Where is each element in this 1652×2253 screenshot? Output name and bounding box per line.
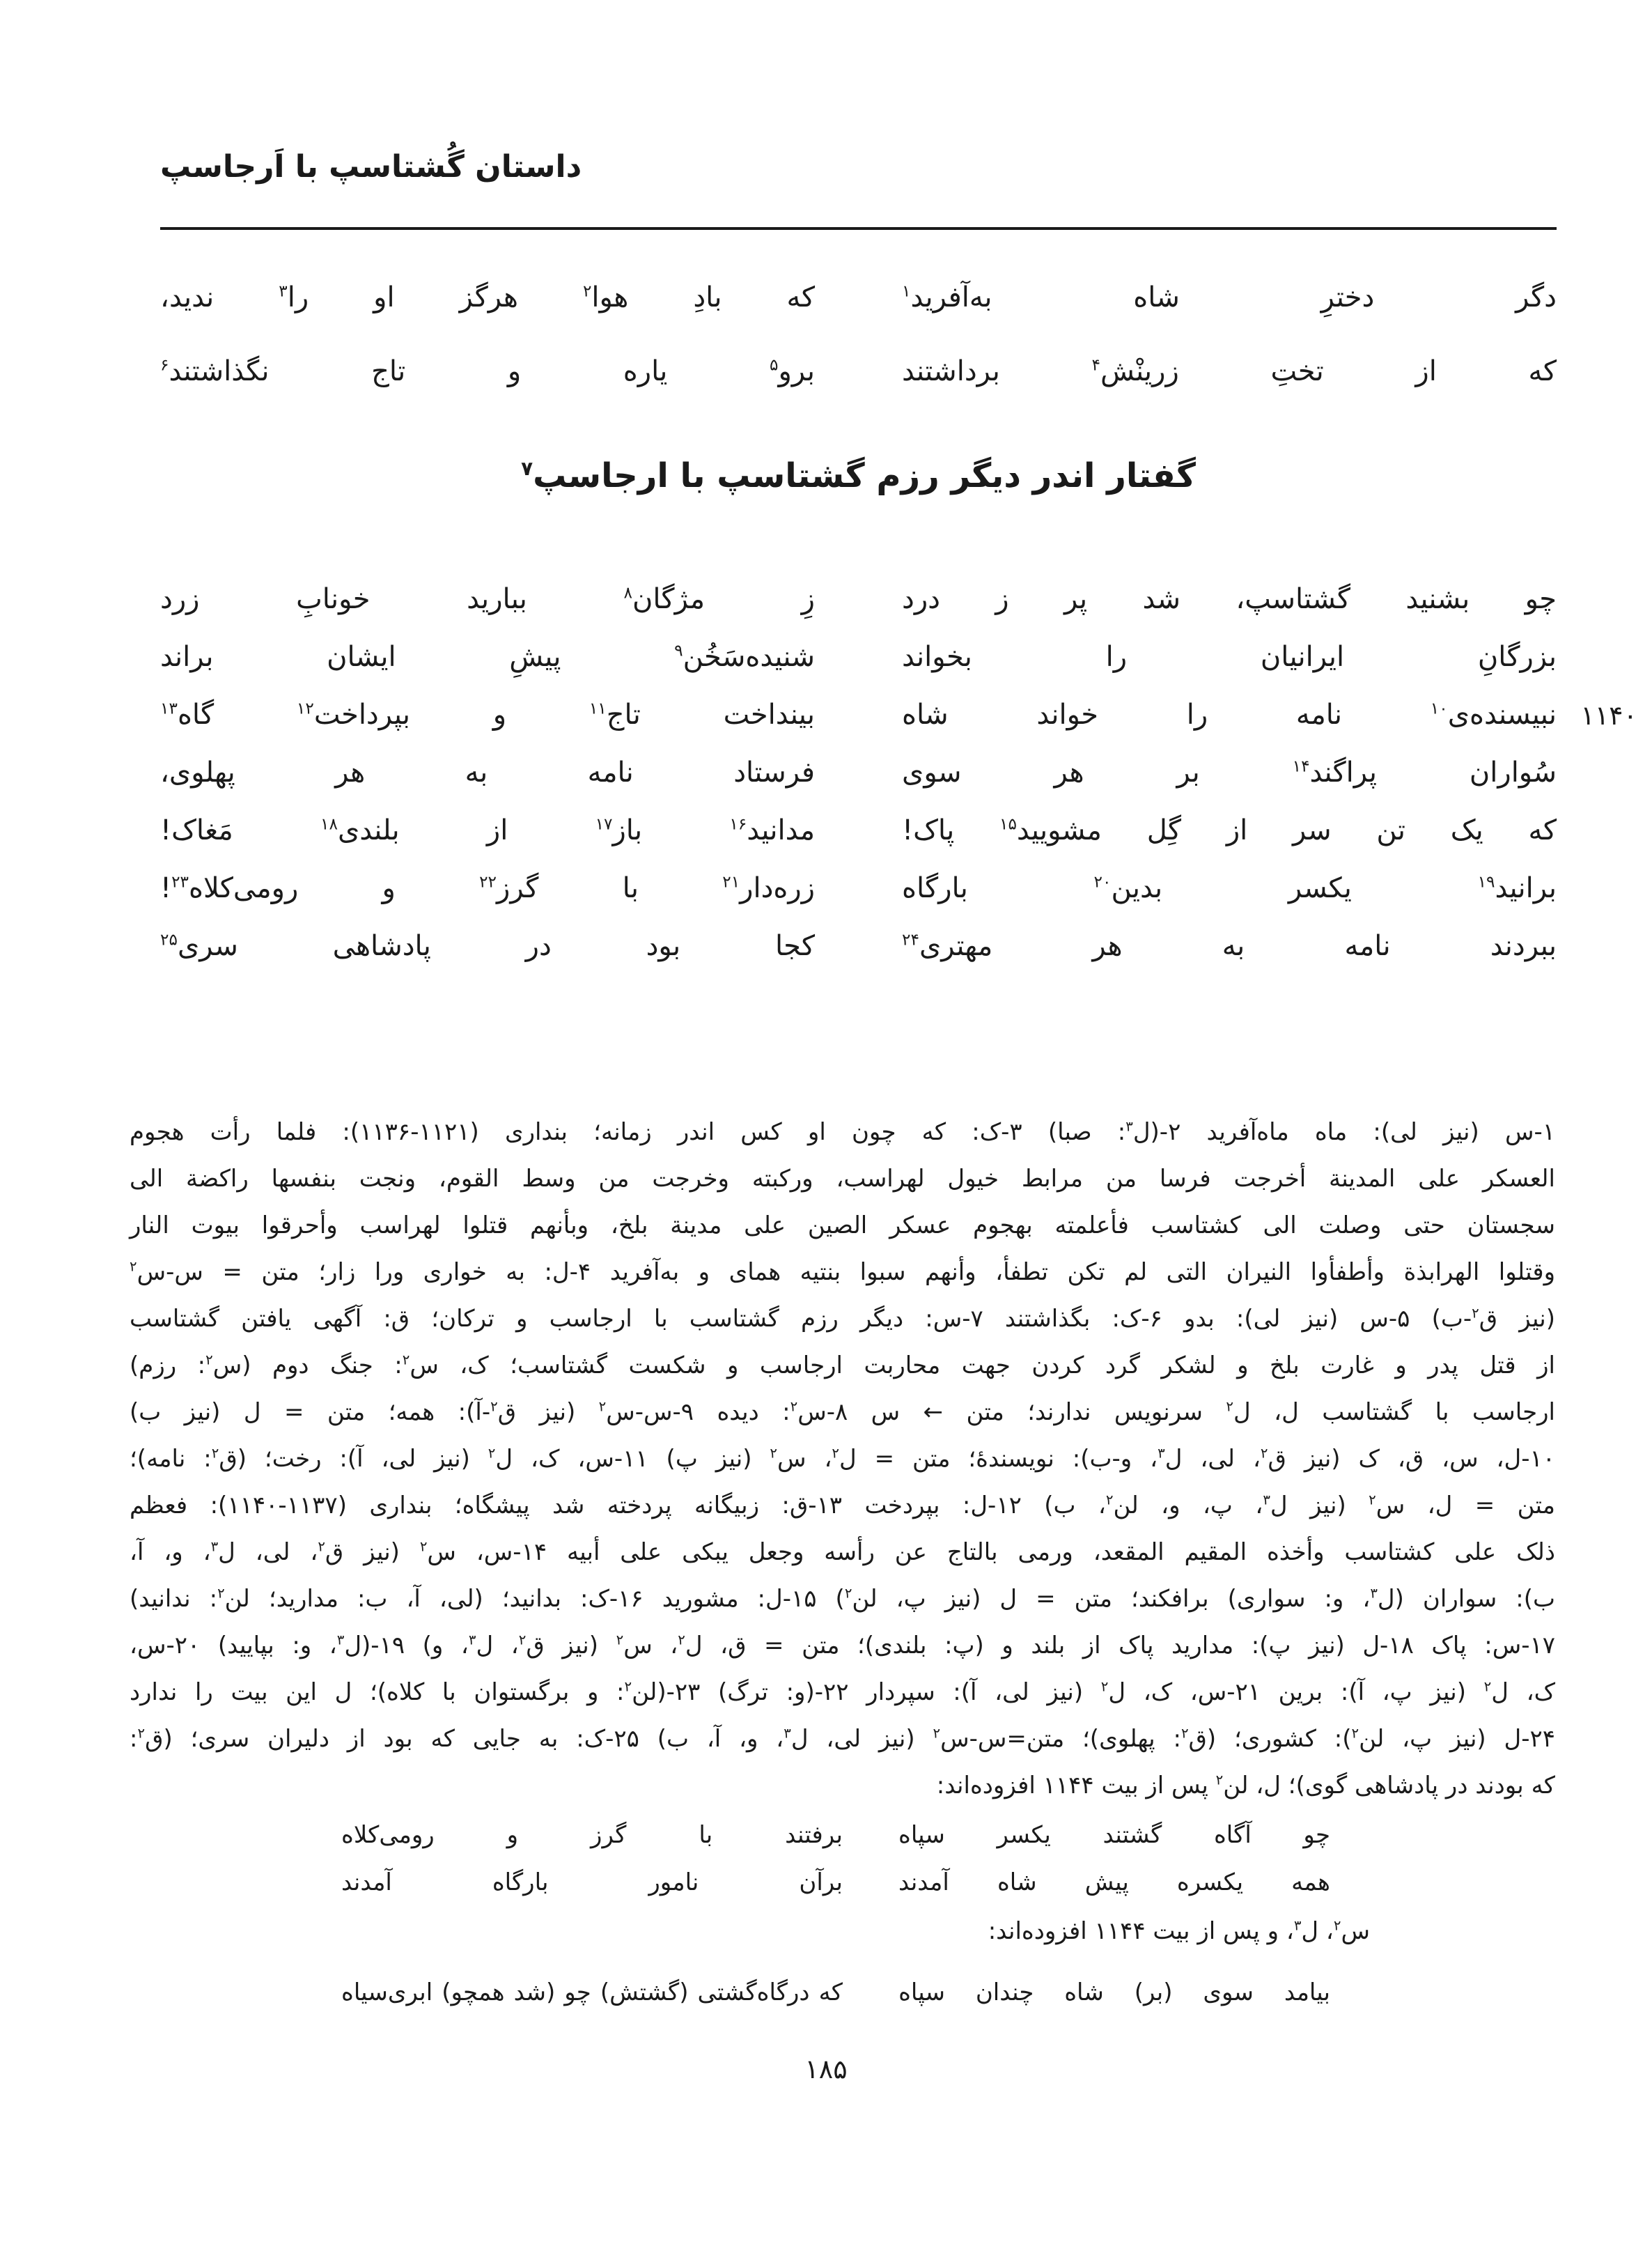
word: پیشِ (509, 641, 561, 673)
footnote-ref: ۳ (210, 1538, 219, 1555)
word: بدین$^{۲۰}$ (1093, 872, 1163, 904)
footnote-line: ارجاسب با گشتاسب ل، ل$^۲$ سرنویس ندارند؛ متن ← س ۸-س$^۲$: دیده ۹-س-س$^۲$ (نیز ق$^۲$-آ): همه؛ متن = ل (نیز ب) (130, 1398, 1555, 1426)
footnote-ref: ۱۰ (1430, 699, 1448, 718)
word: گرز (591, 1821, 627, 1849)
word: تاج (371, 355, 406, 387)
word: که (818, 1979, 843, 2006)
word: بلندی$^{۱۸}$ (320, 814, 400, 846)
hemistich-left (341, 1977, 843, 2008)
footnote-line: العسکر علی المدینة أخرجت فرسا من مرابط خیول لهراسب، ورکبته وخرجت من وسط القوم، ونجت بنفسها راکضة الی (130, 1165, 1555, 1193)
word: بپرداخت$^{۱۲}$ (296, 699, 411, 731)
word: زرینْش$^۴$ (1091, 355, 1179, 387)
hemistich-left (160, 813, 815, 848)
verse-number: ۱۱۴۰ (1580, 700, 1637, 731)
word: بخواند (902, 641, 972, 673)
word: یکسر (1288, 872, 1352, 904)
hemistich-left (160, 755, 815, 790)
footnote-ref: ۲ (1333, 1917, 1341, 1934)
hemistich-right (898, 1867, 1330, 1898)
footnote-ref: ۱۴ (1292, 757, 1310, 776)
footnote-ref: ۲۲ (479, 872, 497, 892)
footnote-ref: ۳ (1263, 1492, 1270, 1508)
word: هر (1054, 757, 1084, 789)
word: و (506, 1821, 519, 1849)
hemistich-right (898, 1820, 1330, 1850)
footnote-ref: ۱۶ (729, 814, 747, 834)
footnote-ref: ۲ (130, 1258, 137, 1275)
hemistich-left (160, 929, 815, 963)
hemistich-right (902, 697, 1557, 732)
word: گشتند (1102, 1821, 1162, 1849)
word: با (622, 872, 639, 904)
main-verse-block (160, 582, 1637, 986)
word: ببارید (467, 583, 527, 615)
word: شنیده‌سَخُن$^۹$ (674, 641, 815, 673)
word: دخترِ (1320, 281, 1375, 313)
word: به (1222, 930, 1245, 962)
word: از (486, 814, 508, 846)
word: که (786, 281, 815, 313)
footnote-ref: ۲ (1369, 1492, 1376, 1508)
footnote-ref: ۲ (518, 1632, 527, 1648)
apparatus-verse-block-2 (341, 1977, 1330, 2024)
footnote-line: متن = ل، س$^۲$ (نیز ل$^۳$، پ، و، لن$^۲$، ب) ۱۲-ل: بپردخت ۱۳-ق: زبیگانه پردخته شد پیشگاه؛ بنداری (۱۱۳۷-۱۱۴۰): فعظم (130, 1492, 1555, 1519)
word: ببردند (1490, 930, 1557, 962)
word: برآن (799, 1868, 843, 1896)
footnote-ref: ۲ (205, 1352, 213, 1368)
word: گاه$^{۱۳}$ (160, 699, 215, 731)
word: برفتند (785, 1821, 843, 1849)
word: نبیسنده‌ی$^{۱۰}$ (1430, 699, 1557, 731)
footnote-ref: ۲ (598, 1398, 607, 1415)
word: درگاه‌گشتی (697, 1979, 810, 2006)
word: یک (1450, 814, 1483, 846)
footnote-ref: ۲ (933, 1725, 941, 1742)
verse-row (160, 813, 1557, 848)
word: دگر (1515, 281, 1557, 313)
footnote-ref: ۲ (1351, 1725, 1359, 1742)
word: نگذاشتند$^۶$ (160, 355, 270, 387)
footnote-ref: ۶ (160, 355, 169, 375)
word: هرگز (459, 281, 518, 313)
word: فرستاد (733, 757, 815, 789)
footnote-ref: ۲ (678, 1632, 685, 1648)
footnote-ref: ۱۳ (160, 699, 178, 718)
footnote-ref: ۲ (402, 1352, 410, 1368)
word: سپاه (898, 1979, 945, 2006)
word: برانید$^{۱۹}$ (1477, 872, 1557, 904)
word: براند (160, 641, 214, 673)
footnote-ref: ۲۱ (722, 872, 740, 892)
hemistich-right (902, 813, 1557, 848)
footnote-ref: ۸ (623, 583, 632, 603)
hemistich-left (341, 1867, 843, 1898)
word: کجا (774, 930, 815, 962)
footnote-ref: ۱۲ (296, 699, 314, 718)
word: هوا$^۲$ (582, 281, 629, 313)
footnote-ref: ۲ (616, 1632, 624, 1648)
footnote-ref: ۳ (1158, 1445, 1165, 1462)
word: زِ (801, 583, 815, 615)
hemistich-left (160, 582, 815, 617)
footnote-line: ک، ل$^۲$ (نیز پ، آ): برین ۲۱-س، ک، ل$^۲$ (نیز لی، آ): سپردار ۲۲-(و: ترگ) ۲۳-(لن$^۲$: و برگستوان با کلاه)؛ ل این بیت را ندارد (130, 1678, 1556, 1706)
word: هر (335, 757, 366, 789)
footnote-ref: ۱۱ (589, 699, 607, 718)
word: آگاه (1213, 1821, 1252, 1849)
hemistich-left (160, 280, 815, 315)
word: سوی (902, 757, 962, 789)
hemistich-right (902, 755, 1557, 790)
footnote-ref: ۲ (844, 1585, 852, 1602)
word: چندان (975, 1979, 1034, 2006)
footnote-ref: ۳ (468, 1632, 476, 1648)
verse-row (160, 871, 1557, 906)
word: بزرگانِ (1477, 641, 1557, 673)
footnote-block (130, 1109, 1555, 1809)
word: مشویید$^{۱۵}$ (999, 814, 1102, 846)
apparatus-note: س$^۲$، ل$^۳$، و پس از بیت ۱۱۴۴ افزوده‌اند: (988, 1917, 1370, 1945)
word: بادِ (693, 281, 722, 313)
footnote-ref: ۴ (1091, 355, 1100, 375)
word: پهلوی، (160, 757, 235, 789)
word: گرز$^{۲۲}$ (479, 872, 539, 904)
footnote-ref: ۲۳ (171, 872, 189, 892)
word: باز$^{۱۷}$ (595, 814, 643, 846)
footnote-line: ب): سواران (ل$^۳$، و: سواری) برافکند؛ متن = ل (نیز پ، لن$^۲$) ۱۵-ل: مشورید ۱۶-ک: بدانید؛ (لی، آ، ب: مدارید؛ لن$^۲$: ندانید) (130, 1585, 1555, 1613)
apparatus-verse-block-1 (341, 1820, 1330, 1914)
word: خواند (1036, 699, 1099, 731)
hemistich-right (902, 354, 1557, 389)
footnote-ref: ۲ (832, 1445, 840, 1462)
intro-verse-block (160, 280, 1557, 428)
word: درد (902, 583, 940, 615)
word: (گشتش) (600, 1979, 689, 2006)
word: شاه (1064, 1979, 1104, 2006)
footnote-ref: ۲ (1105, 1492, 1114, 1508)
section-heading: گفتار اندر دیگر رزم گشتاسپ با ارجاسپ$^۷$ (521, 456, 1196, 495)
footnote-ref: ۲ (1472, 1305, 1479, 1322)
word: پاک! (902, 814, 955, 846)
word: گِل (1146, 814, 1182, 846)
word: شد (1142, 583, 1180, 615)
hemistich-right (902, 640, 1557, 674)
word: گشتاسپ، (1236, 583, 1350, 615)
word: ندید، (160, 281, 215, 313)
word: بود (646, 930, 681, 962)
word: سوی (1203, 1979, 1254, 2006)
footnote-ref: ۳ (1370, 1585, 1378, 1602)
word: تختِ (1270, 355, 1324, 387)
word: خونابِ (296, 583, 371, 615)
word: (شد (513, 1979, 556, 2006)
word: ابری‌سیاه (341, 1979, 433, 2006)
hemistich-left (160, 697, 815, 732)
verse-row (160, 755, 1557, 790)
word: نامه (1344, 930, 1391, 962)
word: را (1186, 699, 1208, 731)
footnote-ref: ۳ (784, 1725, 791, 1742)
word: پیش (1084, 1868, 1129, 1896)
word: نامور (648, 1868, 699, 1896)
footnote-ref: ۲ (1260, 1445, 1268, 1462)
word: در (525, 930, 552, 962)
word: (بر) (1134, 1979, 1173, 2006)
word: مدانید$^{۱۶}$ (729, 814, 815, 846)
footnote-ref: ۲ (770, 1445, 778, 1462)
footnote-ref: ۳ (279, 281, 288, 301)
word: با (699, 1821, 713, 1849)
word: هر (1092, 930, 1123, 962)
word: همچو) (442, 1979, 505, 2006)
footnote-ref: ۳ (336, 1632, 345, 1648)
word: بیامد (1284, 1979, 1330, 2006)
word: بینداخت (723, 699, 815, 731)
word: چو (1303, 1821, 1330, 1849)
footnote-ref: ۲ (1483, 1678, 1492, 1695)
word: برو$^۵$ (770, 355, 815, 387)
footnote-line: ۲۴-ل (نیز پ، لن$^۲$): کشوری؛ (ق$^۲$: پهلوی)؛ متن=س-س$^۲$ (نیز لی، ل$^۳$، و، آ، ب) ۲۵-ک: به جایی که بود از دلیران سری؛ (ق$^۲$: (130, 1725, 1556, 1753)
footnote-line: ذلک علی کشتاسب وأخذه المقیم المقعد، ورمی بالتاج عن رأسه وجعل یبکی علی أبیه ۱۴-س، س$^۲$ (نیز ق$^۲$، لی، ل$^۳$، و، آ، (130, 1538, 1556, 1566)
word: از (1226, 814, 1248, 846)
word: نامه (1295, 699, 1343, 731)
footnote-ref: ۲ (1180, 1725, 1189, 1742)
footnote-ref: ۲ (1215, 1772, 1224, 1788)
footnote-ref: ۲ (790, 1398, 798, 1415)
word: بارگاه (492, 1868, 549, 1896)
word: سر (1293, 814, 1332, 846)
word: از (1415, 355, 1437, 387)
footnote-ref: ۲۰ (1093, 872, 1112, 892)
word: سُواران (1469, 757, 1557, 789)
word: پادشاهی (332, 930, 431, 962)
hemistich-right (902, 280, 1557, 315)
word: به‌آفرید$^۱$ (902, 281, 992, 313)
word: و (507, 355, 522, 387)
footnote-ref: ۲ (211, 1445, 219, 1462)
word: برداشتند (902, 355, 1000, 387)
verse-row (160, 697, 1637, 732)
word: رومی‌کلاه (341, 1821, 435, 1849)
word: تاج$^{۱۱}$ (589, 699, 641, 731)
footnote-ref: ۷ (521, 457, 533, 480)
footnote-line: سجستان حتی وصلت الی کشتاسب فأعلمته بهجوم عسکر الصین علی مدینة بلخ، وبأنهم قتلوا لهراسب وأحرقوا بیوت النار (130, 1211, 1555, 1239)
verse-row (160, 929, 1557, 963)
word: بشنید (1405, 583, 1470, 615)
verse-row (160, 280, 1557, 315)
footnote-line: ۱۷-س: پاک ۱۸-ل (نیز پ): مدارید پاک از بلند و (پ: بلندی)؛ متن = ق، ل$^۲$، س$^۲$ (نیز ق$^۲$، ل$^۳$، و) ۱۹-(ل$^۳$، و: بپایید) ۲۰-س، (130, 1632, 1556, 1659)
footnote-ref: ۱۷ (595, 814, 613, 834)
verse-row (160, 640, 1557, 674)
word: که (1528, 814, 1557, 846)
footnote-ref: ۲ (318, 1538, 325, 1555)
word: زره‌دار$^{۲۱}$ (722, 872, 815, 904)
word: تن (1376, 814, 1405, 846)
verse-row (341, 1977, 1330, 2008)
footnote-line: (نیز ق$^۲$-ب) ۵-س (نیز لی): بدو ۶-ک: بگذاشتند ۷-س: دیگر رزم گشتاسب با ارجاسب و ترکان؛ ق: آگهی یافتن گشتاسب (130, 1305, 1555, 1333)
footnote-ref: ۲ (582, 281, 592, 301)
hemistich-right (902, 929, 1557, 963)
word: و (382, 872, 396, 904)
word: و (492, 699, 507, 731)
word: مژگان$^۸$ (623, 583, 706, 615)
footnote-ref: ۳ (1293, 1917, 1302, 1934)
word: یکسره (1176, 1868, 1244, 1896)
footnote-line: ۱-س (نیز لی): ماه ماه‌آفرید ۲-(ل$^۳$: صبا) ۳-ک: که چون او کس اندر زمانه؛ بنداری (۱۱۲۱-۱۱۳۶): فلما رأت هجوم (130, 1118, 1555, 1146)
word: ایرانیان (1260, 641, 1345, 673)
word: به (465, 757, 488, 789)
footnote-line: از قتل پدر و غارت بلخ و لشکر گرد کردن جهت محاربت ارجاسب و شکست گشتاسب؛ ک، س$^۲$: جنگ دوم (س$^۲$: رزم) (130, 1352, 1556, 1379)
word: یاره (623, 355, 668, 387)
word: شاه (1133, 281, 1180, 313)
footnote-ref: ۱۵ (999, 814, 1017, 834)
word: آمدند (898, 1868, 949, 1896)
footnote-ref: ۱۹ (1477, 872, 1495, 892)
word: را$^۳$ (279, 281, 309, 313)
hemistich-right (902, 582, 1557, 617)
word: سری$^{۲۵}$ (160, 930, 238, 962)
word: سپاه (898, 1821, 945, 1849)
footnote-ref: ۲۴ (902, 930, 919, 950)
footnote-ref: ۱ (902, 281, 911, 301)
word: مهتری$^{۲۴}$ (902, 930, 993, 962)
word: ایشان (327, 641, 396, 673)
page-number: ۱۸۵ (804, 2054, 848, 2084)
footnote-ref: ۲ (624, 1678, 632, 1695)
word: مَغاک! (160, 814, 233, 846)
footnote-line: وقتلوا الهرابذة وأطفأوا النیران التی لم تکن تطفأ، وأنهم سبوا بنتیه همای و به‌آفرید ۴-ل: به خواری ورا زار؛ متن = س-س$^۲$ (130, 1258, 1555, 1286)
word: همه (1291, 1868, 1330, 1896)
verse-row (341, 1867, 1330, 1898)
header-rule (160, 227, 1557, 230)
word: بر (1176, 757, 1200, 789)
word: پر (1063, 583, 1088, 615)
hemistich-right (902, 871, 1557, 906)
footnote-ref: ۱۸ (320, 814, 338, 834)
verse-row (160, 354, 1557, 389)
running-head: داستان گُشتاسپ با اَرجاسپ (160, 149, 582, 185)
word: که (1528, 355, 1557, 387)
footnote-ref: ۲ (419, 1538, 428, 1555)
hemistich-left (160, 871, 815, 906)
footnote-ref: ۲ (1226, 1398, 1234, 1415)
footnote-ref: ۲ (137, 1725, 146, 1742)
hemistich-right (898, 1977, 1330, 2008)
word: شاه (997, 1868, 1037, 1896)
word: چو (564, 1979, 591, 2006)
verse-row (160, 582, 1557, 617)
word: شاه (902, 699, 949, 731)
word: پراگند$^{۱۴}$ (1292, 757, 1377, 789)
word: زرد (160, 583, 200, 615)
word: چو (1525, 583, 1557, 615)
footnote-line: که بودند در پادشاهی گوی)؛ ل، لن$^۲$ پس از بیت ۱۱۴۴ افزوده‌اند: (936, 1772, 1555, 1799)
word: را (1105, 641, 1128, 673)
footnote-ref: ۲ (217, 1585, 225, 1602)
word: رومی‌کلاه$^{۲۳}$! (160, 872, 299, 904)
hemistich-left (341, 1820, 843, 1850)
footnote-ref: ۹ (674, 641, 683, 660)
footnote-line: ۱۰-ل، س، ق، ک (نیز ق$^۲$، لی، ل$^۳$، و-ب): نویسندهٔ؛ متن = ل$^۲$، س$^۲$ (نیز پ) ۱۱-س، ک، ل$^۲$ (نیز لی، آ): رخت؛ (ق$^۲$: نامه)؛ (130, 1445, 1555, 1473)
hemistich-left (160, 354, 815, 389)
word: او (373, 281, 395, 313)
footnote-ref: ۲ (490, 1398, 498, 1415)
word: یکسر (997, 1821, 1051, 1849)
footnote-ref: ۳ (1125, 1118, 1133, 1135)
footnote-ref: ۲ (488, 1445, 496, 1462)
footnote-ref: ۲ (1100, 1678, 1109, 1695)
hemistich-left (160, 640, 815, 674)
verse-row (341, 1820, 1330, 1850)
footnote-ref: ۵ (770, 355, 779, 375)
word: بارگاه (902, 872, 968, 904)
word: آمدند (341, 1868, 392, 1896)
word: نامه (587, 757, 634, 789)
word: ز (995, 583, 1009, 615)
footnote-ref: ۲۵ (160, 930, 178, 950)
